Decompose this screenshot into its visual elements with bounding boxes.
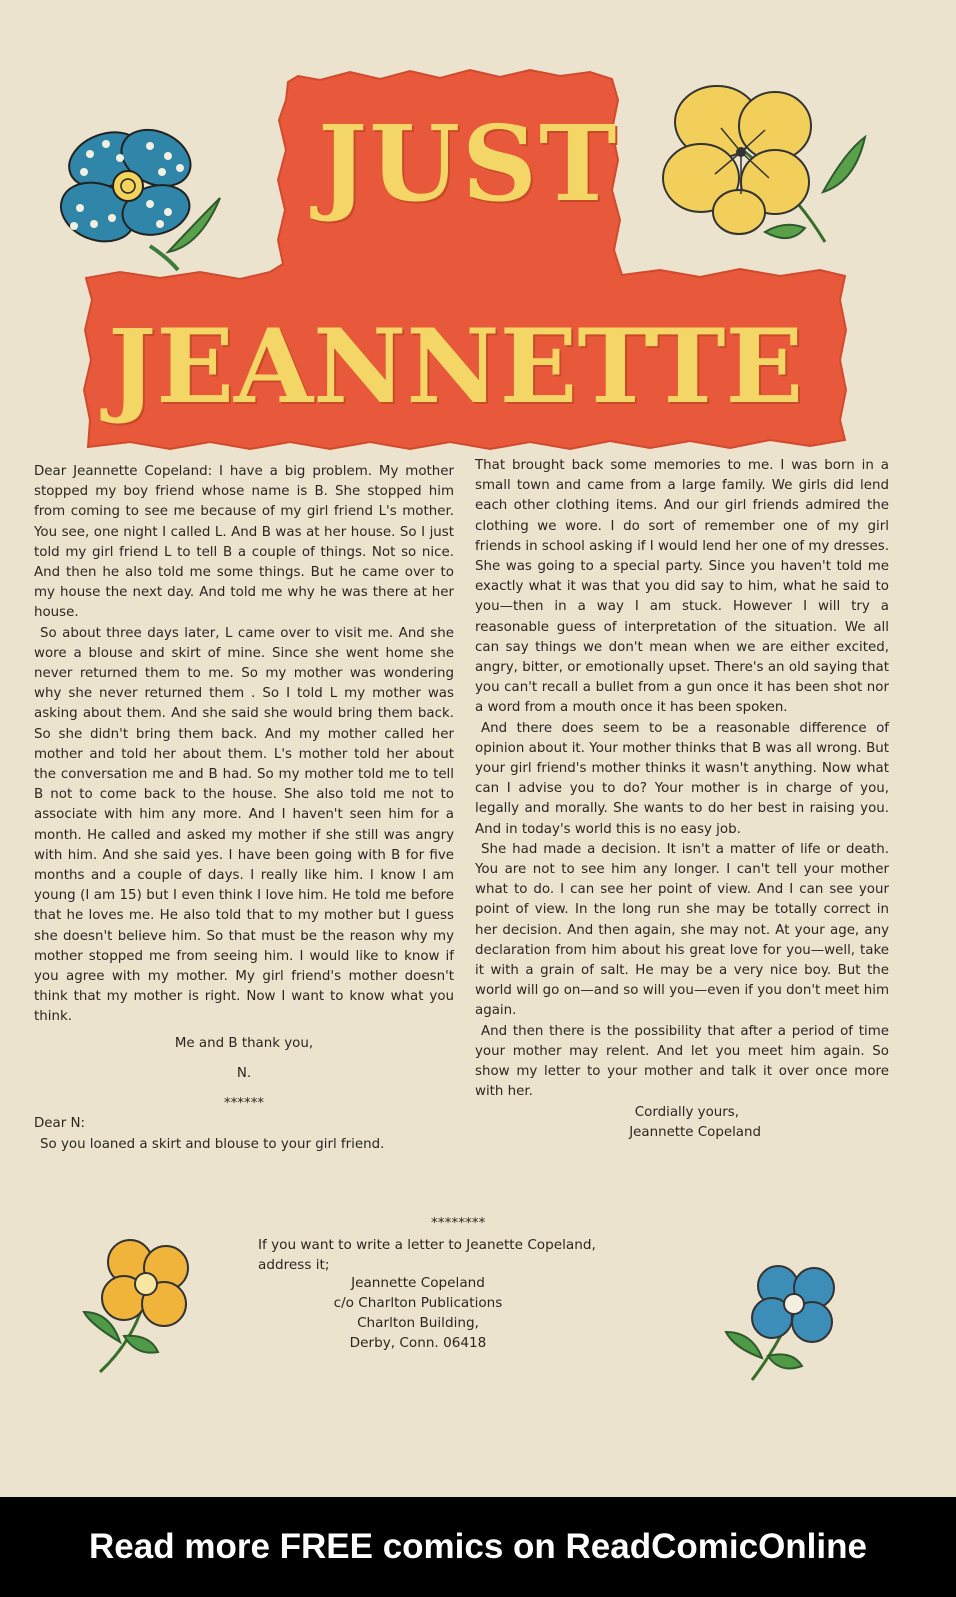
address-line: Derby, Conn. 06418	[349, 1335, 487, 1351]
promo-footer[interactable]: Read more FREE comics on ReadComicOnline	[0, 1497, 956, 1597]
letter-column	[34, 462, 454, 1155]
yellow-flower-icon	[655, 82, 885, 272]
address-separator: ********	[431, 1215, 486, 1231]
reply-closing-name: Jeannette Copeland	[629, 1124, 761, 1140]
title-just: JUST	[318, 102, 619, 225]
reply-paragraph: And then there is the possibility that after a period of time your mother may relent. And let you meet him again. So show my letter to your mother and talk it over once more with her.	[475, 1023, 889, 1100]
reply-paragraph: And there does seem to be a reasonable difference of opinion about it. Your mother thinks that B was all wrong. But your girl friend's mother thinks it wasn't anything. Now what can I advise you to do? Your mother is in charge of you, legally and morally. She wants to do her best in raising you. And in today's world this is no easy job.	[475, 720, 889, 837]
address-intro: address it;	[258, 1257, 330, 1273]
address-line: c/o Charlton Publications	[333, 1295, 503, 1311]
letter-signature: N.	[236, 1065, 252, 1081]
orange-flower-icon	[80, 1232, 200, 1382]
letter-paragraph: Dear Jeannette Copeland: I have a big problem. My mother stopped my boy friend whose name is B. She stopped him from coming to see me because of my girl friend L's mother. You see, one night I called L. And B was at her house. So I just told my girl friend L to tell B a couple of things. Not so nice. And then he also told me some things. But he came over to my house the next day. And told me why he was there at her house.	[34, 464, 454, 621]
reply-paragraph: So you loaned a skirt and blouse to your girl friend.	[40, 1136, 385, 1152]
reply-closing: Cordially yours,	[634, 1104, 739, 1120]
title-jeannette: JEANNETTE	[108, 307, 804, 427]
address-name: Jeannette Copeland	[351, 1275, 485, 1291]
address-line: Charlton Building,	[357, 1315, 479, 1331]
reply-salutation: Dear N:	[34, 1116, 86, 1132]
address-intro: If you want to write a letter to Jeanette Copeland,	[258, 1237, 596, 1253]
letter-signoff: Me and B thank you,	[174, 1035, 314, 1051]
reply-paragraph-continued: That brought back some memories to me. I was born in a small town and came from a large family. We girls did lend each other clothing items. And our girl friends admired the clothing we wore. I do sort of remember one of my girl friends in school asking if I would lend her one of my dresses. She was going to a special party. Since you haven't told me exactly what it was that you did say to him, what he said to you—then in a way I am stuck. However I will try a reasonable guess of interpretation of the situation. We all can say things we don't mean when we are either excited, angry, bitter, or emotionally upset. There's an old saying that you can't recall a bullet from a gun once it has been shot nor a word from a mouth once it has been spoken.	[475, 458, 889, 716]
letter-separator: ******	[223, 1096, 265, 1112]
letter-paragraph: So about three days later, L came over to visit me. And she wore a blouse and skirt of mine. Since she went home she never returned them to me. So my mother was wondering why she never returned them . So I told L my mother was asking about them. And she said she would bring them back. So she didn't bring them back. And my mother called her mother and told her about them. L's mother told her about the conversation me and B had. So my mother told me to tell B not to come back to the house. She also told me not to associate with him any more. And I haven't seen him for a month. He called and asked my mother if she still was angry with him. And she said yes. I have been going with B for five months and a couple of days. I really like him. I know I am young (I am 15) but I even think I love him. He told me before that he loves me. He also told that to my mother but I guess she doesn't believe him. So that must be the reason why my mother stopped me from seeing him. I would like to know if you agree with my mother. My girl friend's mother doesn't think that my mother is right. Now I want to know what you think.	[34, 625, 454, 1025]
address-block	[258, 1215, 698, 1353]
blue-flower-icon	[50, 128, 230, 278]
reply-column	[475, 456, 889, 1143]
reply-paragraph: She had made a decision. It isn't a matter of life or death. You are not to see him any longer. I can't tell your mother what to do. I can see her point of view. And I can see your point of view. In the long run she may be totally correct in her decision. And then again, she may not. At your age, any declaration from him about his great love for you—well, take it with a grain of salt. He may be a very nice boy. But the world will go on—and so will you—even if you don't meet him again.	[475, 841, 889, 1019]
blue-flower-small-icon	[722, 1262, 852, 1392]
